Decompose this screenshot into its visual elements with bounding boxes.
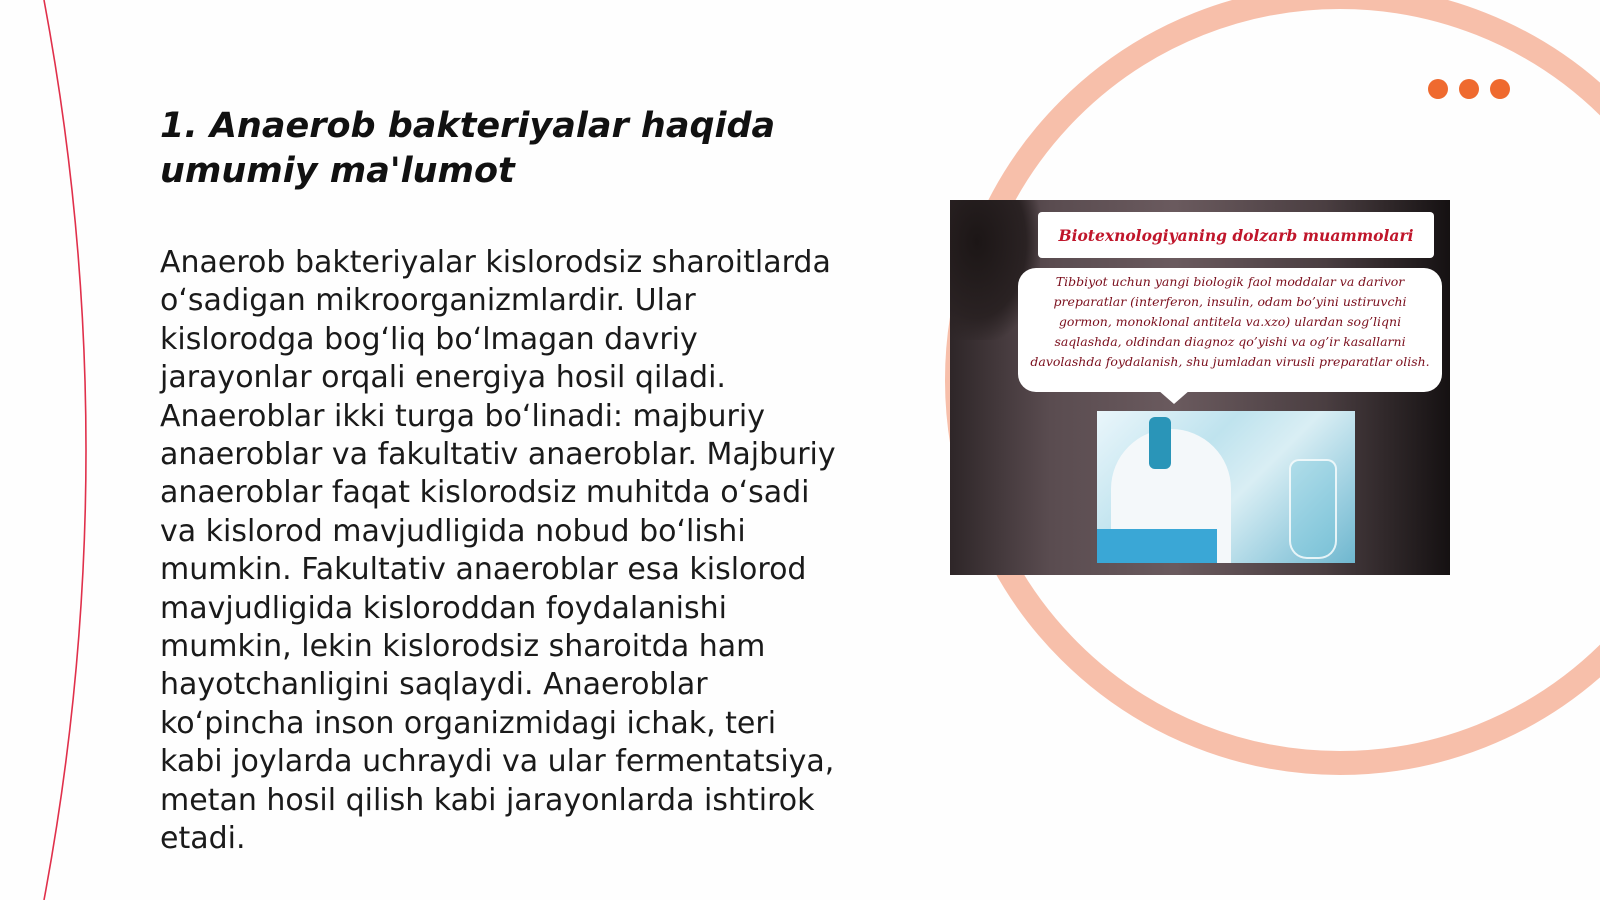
three-dots-icon bbox=[1428, 79, 1510, 99]
image-heading: Biotexnologiyaning dolzarb muammolari bbox=[1058, 225, 1414, 245]
flask-icon bbox=[1289, 459, 1337, 559]
dot-icon bbox=[1490, 79, 1510, 99]
sample-tray bbox=[1097, 529, 1217, 563]
dot-icon bbox=[1459, 79, 1479, 99]
embedded-slide-image bbox=[950, 200, 1450, 575]
slide-title: 1. Anaerob bakteriyalar haqida umumiy ma'lumot bbox=[160, 106, 776, 191]
image-heading-box bbox=[1038, 212, 1434, 258]
dot-icon bbox=[1428, 79, 1448, 99]
pipette-icon bbox=[1149, 417, 1171, 469]
left-accent-line bbox=[44, 0, 86, 900]
image-text-box bbox=[1018, 268, 1442, 392]
slide-body-text: Anaerob bakteriyalar kislorodsiz sharoitlarda o‘sadigan mikroorganizmlardir. Ular kislorodga bog‘liq bo‘lmagan davriy jarayonlar orqali energiya hosil qiladi. Anaeroblar ikki turga bo‘linadi: majburiy anaeroblar va fakultativ anaeroblar. Majburiy anaeroblar faqat kislorodsiz muhitda o‘sadi va kislorod mavjudligida nobud bo‘lishi mumkin. Fakultativ anaeroblar esa kislorod mavjudligida kisloroddan foydalanishi mumkin, lekin kislorodsiz sharoitda ham hayotchanligini saqlaydi. Anaeroblar ko‘pincha inson organizmidagi ichak, teri kabi joylarda uchraydi va ular fermentatsiya, metan hosil qilish kabi jarayonlarda ishtirok etadi. bbox=[160, 245, 836, 857]
image-text: Tibbiyot uchun yangi biologik faol moddalar va darivor preparatlar (interferon, insulin, odam bo’yini ustiruvchi gormon, monoklonal antitela va.xzo) ulardan sog’liqni saqlashda, oldindan diagnoz qo’yishi va og’ir kasallarni davolashda foydalanish, shu jumladan virusli preparatlar olish. bbox=[1030, 274, 1430, 369]
laboratory-photo bbox=[1097, 411, 1355, 563]
callout-pointer bbox=[1158, 390, 1190, 404]
